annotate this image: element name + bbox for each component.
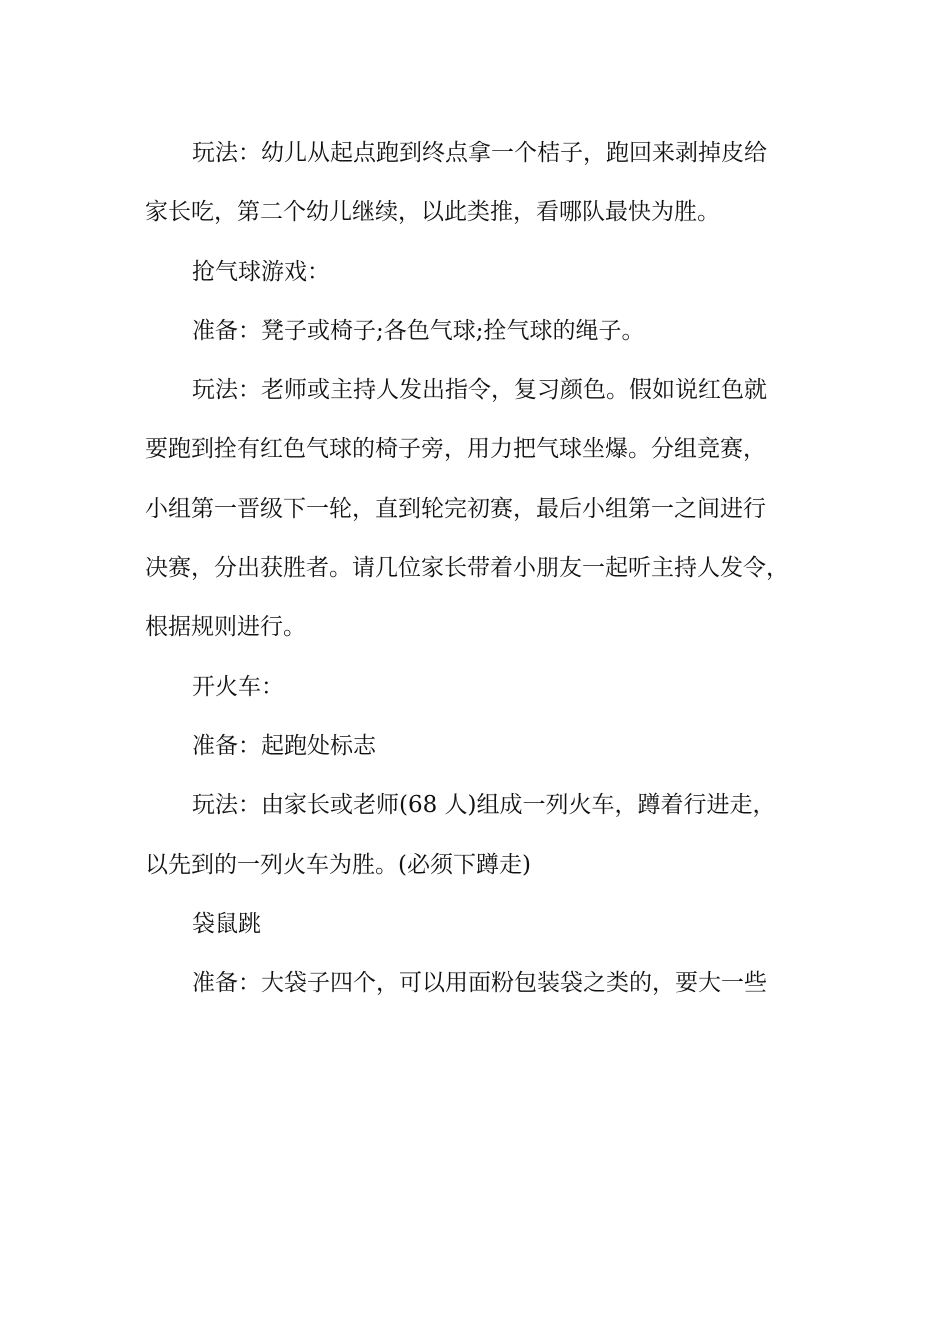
text-line: 家长吃，第二个幼儿继续，以此类推，看哪队最快为胜。 [145,199,720,226]
text-line: 准备：凳子或椅子;各色气球;拴气球的绳子。 [192,317,645,344]
text-line: 以先到的一列火车为胜。(必须下蹲走) [145,851,531,878]
text-line: 小组第一晋级下一轮，直到轮完初赛，最后小组第一之间进行 [145,495,766,522]
text-line: 决赛，分出获胜者。请几位家长带着小朋友一起听主持人发令， [145,555,789,582]
section-heading: 袋鼠跳 [192,910,261,937]
text-line: 准备：大袋子四个，可以用面粉包装袋之类的，要大一些 [192,970,767,997]
text-line: 要跑到拴有红色气球的椅子旁，用力把气球坐爆。分组竞赛， [145,436,766,463]
document-body [145,127,825,1016]
text-line: 玩法：老师或主持人发出指令，复习颜色。假如说红色就 [192,377,767,404]
section-heading: 开火车： [192,673,284,700]
text-line: 根据规则进行。 [145,614,306,641]
section-heading: 抢气球游戏： [192,258,330,285]
text-line: 玩法：由家长或老师(68 人)组成一列火车，蹲着行进走， [192,792,776,819]
text-line: 准备：起跑处标志 [192,732,376,759]
text-line: 玩法：幼儿从起点跑到终点拿一个桔子，跑回来剥掉皮给 [192,140,767,166]
